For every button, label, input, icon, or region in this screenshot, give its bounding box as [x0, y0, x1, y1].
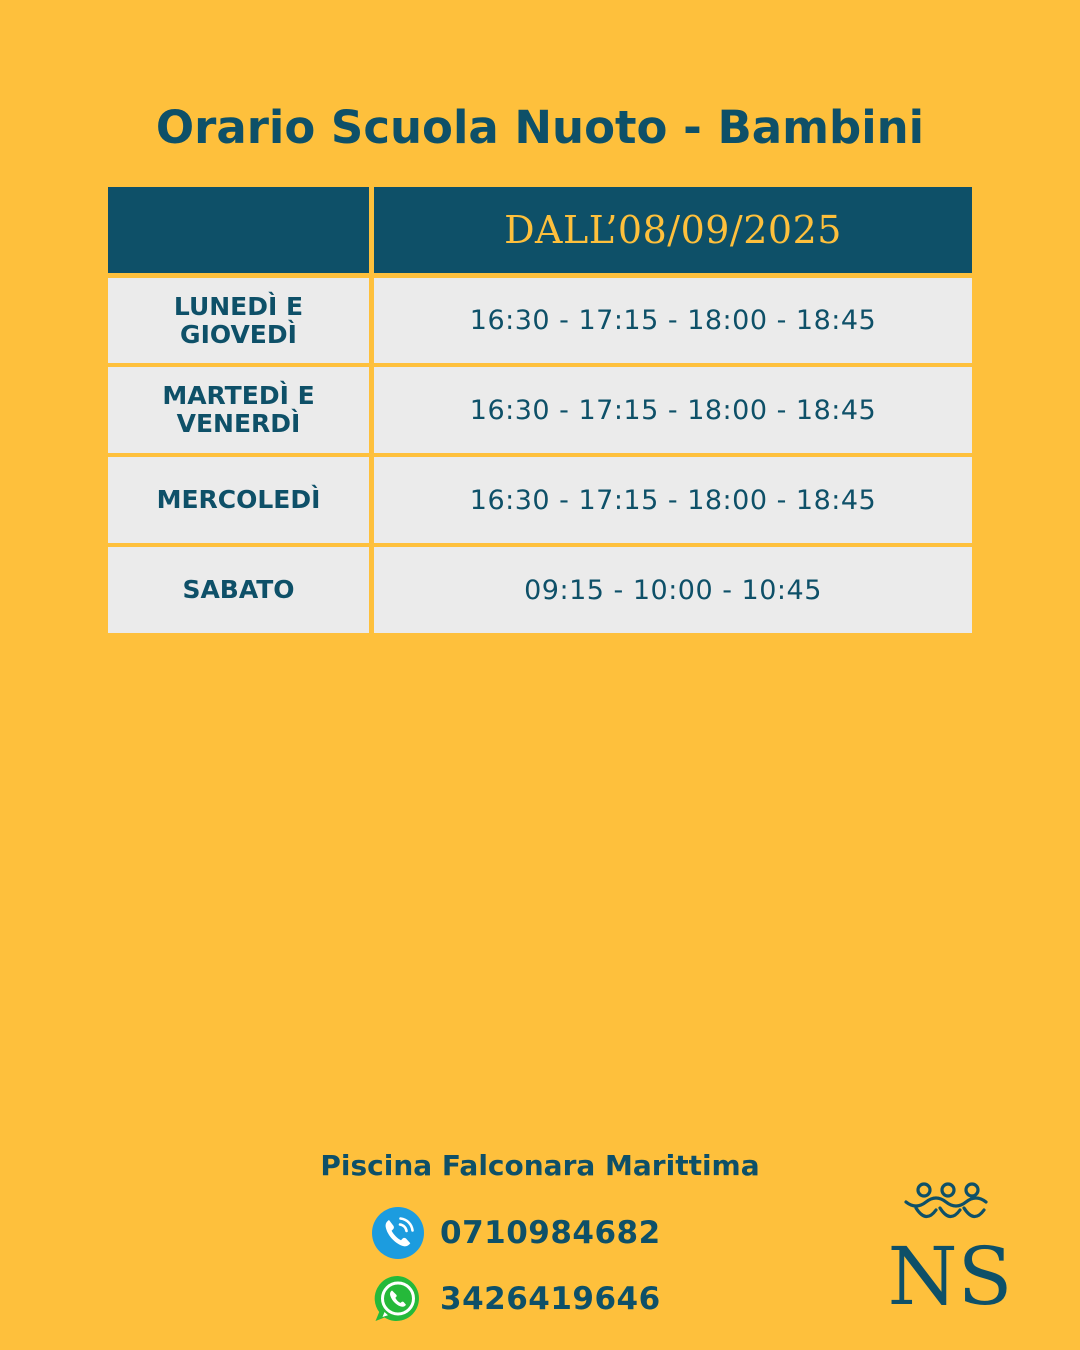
phone-contact[interactable]	[372, 1207, 661, 1259]
header-empty-cell	[108, 187, 374, 273]
day-cell: SABATO	[108, 543, 374, 633]
times-cell: 16:30 - 17:15 - 18:00 - 18:45	[374, 453, 972, 543]
venue-name: Piscina Falconara Marittima	[320, 1149, 760, 1182]
header-date: DALL’08/09/2025	[374, 187, 972, 273]
times-cell: 16:30 - 17:15 - 18:00 - 18:45	[374, 363, 972, 453]
table-row	[108, 543, 972, 633]
day-cell: MARTEDÌ E VENERDÌ	[108, 363, 374, 453]
day-cell: MERCOLEDÌ	[108, 453, 374, 543]
page-title: Orario Scuola Nuoto - Bambini	[155, 101, 925, 154]
table-row	[108, 453, 972, 543]
times-cell: 16:30 - 17:15 - 18:00 - 18:45	[374, 273, 972, 363]
whatsapp-contact[interactable]	[372, 1273, 661, 1325]
phone-icon	[372, 1207, 424, 1259]
ns-logo-icon	[886, 1178, 1014, 1310]
svg-text:NS: NS	[887, 1230, 1013, 1310]
phone-number: 0710984682	[440, 1215, 661, 1251]
day-cell: LUNEDÌ E GIOVEDÌ	[108, 273, 374, 363]
whatsapp-number: 3426419646	[440, 1281, 661, 1317]
whatsapp-icon	[372, 1273, 424, 1325]
table-row	[108, 363, 972, 453]
times-cell: 09:15 - 10:00 - 10:45	[374, 543, 972, 633]
table-row	[108, 273, 972, 363]
schedule-table	[108, 187, 972, 633]
table-header-row	[108, 187, 972, 273]
